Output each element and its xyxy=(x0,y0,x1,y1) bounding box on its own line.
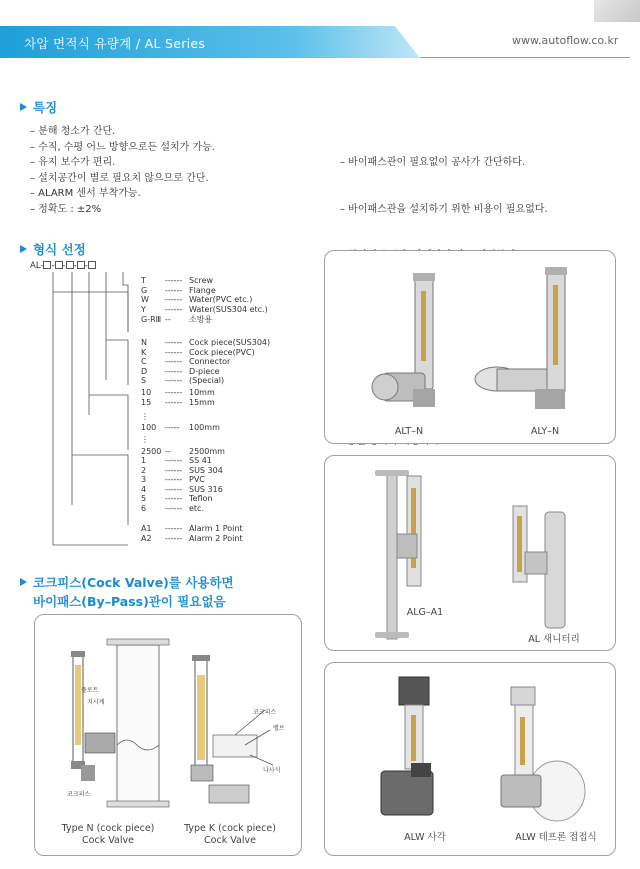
product-photo-alg-sanitary xyxy=(325,456,617,652)
list-item: – 분해 청소가 간단. xyxy=(30,126,116,137)
model-option-row: ⋮ xyxy=(141,435,149,445)
photo-caption: ALW 테프론 접접식 xyxy=(515,832,597,843)
caption-type-n: Type N (cock piece) Cock Valve xyxy=(61,823,155,846)
label-valve: 밸브 xyxy=(273,725,285,732)
list-item: – ALARM 센서 부착가능. xyxy=(30,188,141,199)
list-item: – 바이패스관을 설치하기 위한 비용이 필요없다. xyxy=(340,203,548,215)
photo-panel-2 xyxy=(324,455,616,651)
features-heading: 특징 xyxy=(20,98,57,116)
corner-decoration xyxy=(594,0,640,22)
photo-caption: ALT–N xyxy=(394,426,424,437)
list-item: – 정확도 : ±2% xyxy=(30,203,102,215)
model-option-row: 10 ------ 10mm xyxy=(141,388,215,397)
model-option-row: G-RⅢ -- 소방용 xyxy=(141,315,213,325)
list-item: – 바이패스관이 필요없이 공사가 간단하다. xyxy=(340,157,526,168)
model-option-row: Y ------ Water(SUS304 etc.) xyxy=(141,304,268,314)
website-url[interactable]: www.autoflow.co.kr xyxy=(512,34,619,47)
model-option-row: 3 ------ PVC xyxy=(141,475,205,485)
cock-heading: 코크피스(Cock Valve)를 사용하면 바이패스(By–Pass)관이 필요없음 xyxy=(20,573,234,611)
model-heading: 형식 선정 xyxy=(20,240,86,258)
header-divider xyxy=(420,57,630,58)
model-option-row: 100 ----- 100mm xyxy=(141,423,220,433)
model-option-row: 2 ------ SUS 304 xyxy=(141,465,223,475)
model-option-row: A1 ------ Alarm 1 Point xyxy=(141,524,243,533)
photo-caption: ALY–N xyxy=(530,426,560,437)
model-option-row: 15 ------ 15mm xyxy=(141,397,215,407)
list-item: – 수직, 수평 어느 방향으로든 설치가 가능. xyxy=(30,141,215,153)
model-option-row: C ------ Connector xyxy=(141,357,231,367)
model-option-row: N ------ Cock piece(SUS304) xyxy=(141,338,271,347)
product-photo-alw xyxy=(325,663,617,857)
label-indicator: 지시계 xyxy=(87,699,105,706)
photo-caption: ALG–A1 xyxy=(406,607,444,618)
model-option-row: 5 ------ Teflon xyxy=(141,494,213,504)
model-option-row: T ------ Screw xyxy=(141,276,214,285)
label-cockpiece-right: 코크피스 xyxy=(253,709,277,716)
cock-diagram-panel xyxy=(34,614,302,856)
product-photo-alt-aly xyxy=(325,251,617,445)
photo-caption: AL 새니터리 xyxy=(528,634,580,645)
photo-caption: ALW 사각 xyxy=(404,832,446,843)
cock-diagram xyxy=(35,615,303,857)
model-option-row: D ------ D-piece xyxy=(141,366,220,376)
model-option-row: G ------ Flange xyxy=(141,285,216,295)
label-cockpiece-left: 코크피스 xyxy=(67,791,91,798)
model-option-row: 1 ------ SS 41 xyxy=(141,456,212,465)
list-item: – 유지 보수가 편리. xyxy=(30,157,116,168)
list-item: – 설치공간이 별로 필요치 않으므로 간단. xyxy=(30,172,209,184)
page-title: 차압 면적식 유량계 / AL Series xyxy=(24,36,206,51)
model-option-row: 6 ------ etc. xyxy=(141,504,204,513)
model-option-row: W ------ Water(PVC etc.) xyxy=(141,295,253,305)
photo-panel-3 xyxy=(324,662,616,856)
model-option-row: K ------ Cock piece(PVC) xyxy=(141,347,255,357)
model-code: AL- - - - - xyxy=(30,261,96,271)
model-option-row: ⋮ xyxy=(141,411,149,421)
caption-type-k: Type K (cock piece) Cock Valve xyxy=(184,823,276,846)
model-option-row: 4 ------ SUS 316 xyxy=(141,484,223,494)
model-option-row: S ------ (Special) xyxy=(141,376,225,386)
photo-panel-1 xyxy=(324,250,616,444)
label-float: 플로트 xyxy=(81,687,99,694)
model-option-row: 2500 -- 2500mm xyxy=(141,447,225,456)
label-union: 나사식 xyxy=(263,767,281,774)
model-option-row: A2 ------ Alarm 2 Point xyxy=(141,533,243,543)
triangle-bullet-icon xyxy=(20,578,27,586)
